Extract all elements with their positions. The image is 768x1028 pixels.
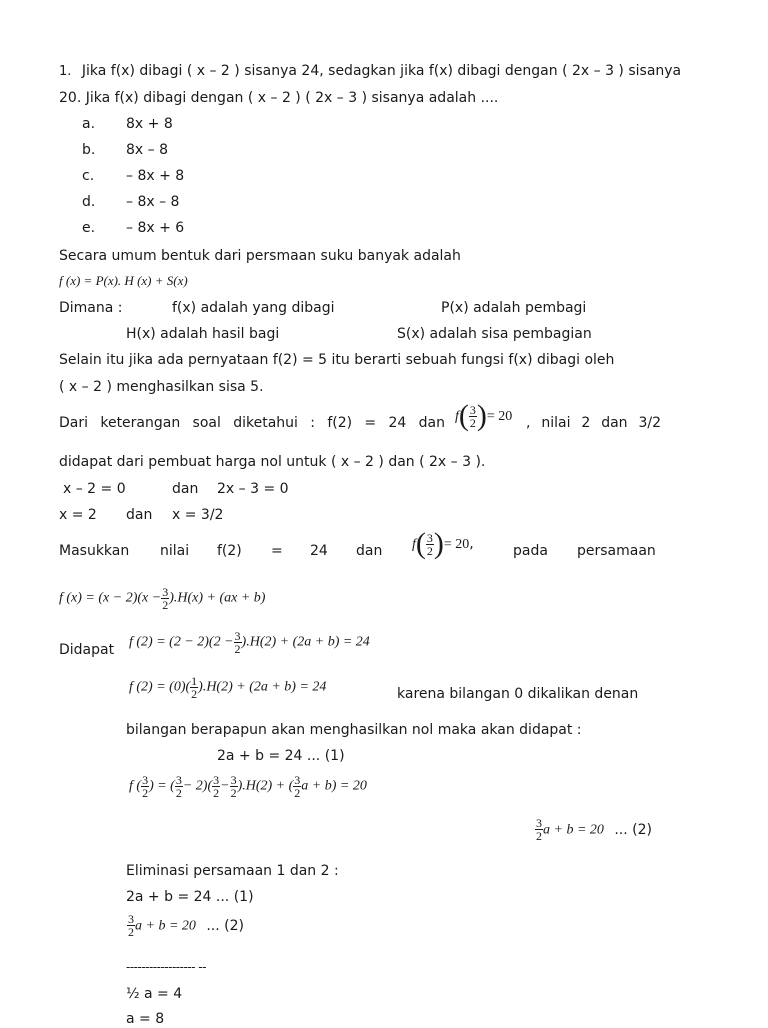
equation-2: $\frac{3}{2}$ a + b = 20 ... (2) xyxy=(536,816,652,843)
substitute-line: Masukkan nilai f(2) = 24 dan f( $\frac{3}{2}$ )= 20, pada persamaan xyxy=(59,527,656,560)
elimination-eq-2: $\frac{3}{2}$ a + b = 20 ... (2) xyxy=(128,912,244,939)
general-form-formula: f (x) = P(x). H (x) + S(x) xyxy=(59,273,188,288)
zero-value-1: x = 2 xyxy=(59,507,97,523)
zero-and-2: dan xyxy=(126,507,153,523)
zero-equation-1: x – 2 = 0 xyxy=(63,481,126,497)
option-c[interactable]: c. – 8x + 8 xyxy=(82,168,185,184)
question-line-2: 20. Jika f(x) dibagi dengan ( x – 2 ) ( 2x – 3 ) sisanya adalah .... xyxy=(59,90,499,106)
definition-px: P(x) adalah pembagi xyxy=(441,300,587,316)
formula-fx: f (x) = (x − 2)(x − $\frac{3}{2}$ ).H(x) + (ax + b) xyxy=(59,585,266,612)
equation-1: 2a + b = 24 ... (1) xyxy=(217,748,345,764)
zero-product-formula: f (2) = (0)( $\frac{1}{2}$ ).H(2) + (2a + b) = 24 xyxy=(129,674,327,701)
zero-equation-2: 2x – 3 = 0 xyxy=(217,481,289,497)
known-values-continuation: didapat dari pembuat harga nol untuk ( x – 2 ) dan ( 2x – 3 ). xyxy=(59,454,486,470)
zero-value-2: x = 3/2 xyxy=(172,507,224,523)
f-three-halves-expression-2: f( $\frac{3}{2}$ )= 20, xyxy=(412,527,474,560)
subtraction-divider: ------------------ -- xyxy=(126,960,206,974)
didapat-formula: f (2) = (2 − 2)(2 − $\frac{3}{2}$ ).H(2) + (2a + b) = 24 xyxy=(129,629,370,656)
f-three-halves-expression: f( $\frac{3}{2}$ )= 20 xyxy=(455,399,513,432)
dimana-label: Dimana : xyxy=(59,300,123,316)
a-value: a = 8 xyxy=(126,1011,165,1027)
definition-sx: S(x) adalah sisa pembagian xyxy=(397,326,592,342)
zero-and-1: dan xyxy=(172,481,199,497)
zero-reason: karena bilangan 0 dikalikan denan xyxy=(397,686,639,702)
general-form-intro: Secara umum bentuk dari persmaan suku banyak adalah xyxy=(59,248,461,264)
half-a-result: ½ a = 4 xyxy=(126,986,183,1002)
definition-hx: H(x) adalah hasil bagi xyxy=(126,326,280,342)
option-a[interactable]: a. 8x + 8 xyxy=(82,116,173,132)
question-number: 1. xyxy=(59,64,72,79)
known-values-line: Dari keterangan soal diketahui : f(2) = 24 dan f( $\frac{3}{2}$ )= 20 , nilai 2 dan 3/2 xyxy=(59,399,661,432)
question-line-1: 1. Jika f(x) dibagi ( x – 2 ) sisanya 24, sedagkan jika f(x) dibagi dengan ( 2x – 3 ) sisanya xyxy=(59,63,682,79)
explanation-line-1: Selain itu jika ada pernyataan f(2) = 5 itu berarti sebuah fungsi f(x) dibagi oleh xyxy=(59,352,615,368)
option-d[interactable]: d. – 8x – 8 xyxy=(82,194,180,210)
elimination-intro: Eliminasi persamaan 1 dan 2 : xyxy=(126,863,339,879)
zero-reason-2: bilangan berapapun akan menghasilkan nol maka akan didapat : xyxy=(126,722,582,738)
option-b[interactable]: b. 8x – 8 xyxy=(82,142,168,158)
definition-fx: f(x) adalah yang dibagi xyxy=(172,300,335,316)
didapat-label: Didapat xyxy=(59,642,115,658)
option-e[interactable]: e. – 8x + 6 xyxy=(82,220,185,236)
explanation-line-2: ( x – 2 ) menghasilkan sisa 5. xyxy=(59,379,264,395)
elimination-eq-1: 2a + b = 24 ... (1) xyxy=(126,889,254,905)
f-three-halves-formula: f ( $\frac{3}{2}$ ) = ( $\frac{3}{2}$ − 2)( $\frac{3}{2}$ − $\frac{3}{2}$ ).H(2) + ( $\frac{3}{2}$ a + b) = 20 xyxy=(129,773,367,800)
